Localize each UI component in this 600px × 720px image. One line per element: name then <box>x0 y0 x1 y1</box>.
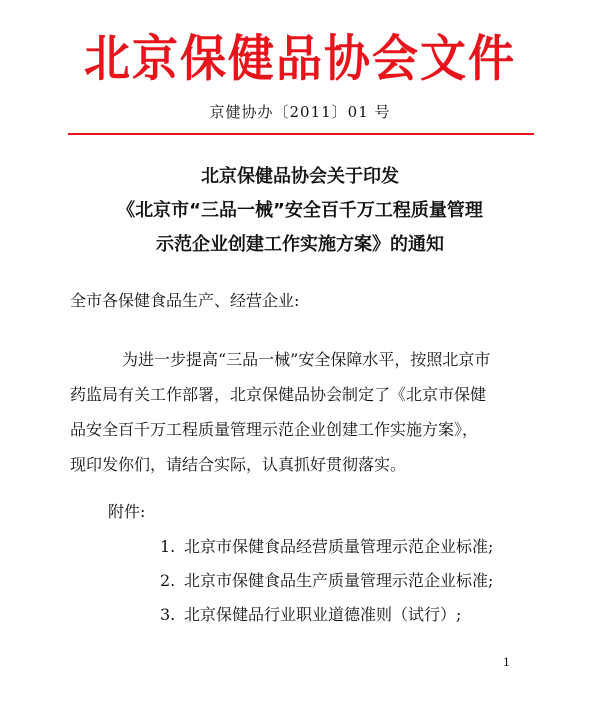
attachment-number: 2. <box>160 571 176 590</box>
attachment-text: 北京市保健食品生产质量管理示范企业标准; <box>184 571 494 590</box>
salutation: 全市各保健食品生产、经营企业: <box>70 291 300 310</box>
attachment-number: 1. <box>160 537 176 556</box>
body-paragraph <box>70 342 540 482</box>
org-header-title: 北京保健品协会文件 <box>84 28 516 88</box>
attachments-label: 附件: <box>108 502 146 521</box>
body-line: 为进一步提高“三品一械”安全保障水平，按照北京市 <box>122 350 491 369</box>
notice-title-line: 《北京市“三品一械”安全百千万工程质量管理 <box>117 200 483 221</box>
page-number: 1 <box>503 656 510 669</box>
attachment-text: 北京保健品行业职业道德准则（试行）; <box>184 605 462 624</box>
body-line: 品安全百千万工程质量管理示范企业创建工作实施方案》， <box>70 420 479 439</box>
attachment-number: 3. <box>160 605 176 624</box>
notice-title-line: 北京保健品协会关于印发 <box>201 166 399 187</box>
body-line: 药监局有关工作部署，北京保健品协会制定了《北京市保健 <box>70 385 487 404</box>
notice-title <box>0 160 600 262</box>
notice-title-line: 示范企业创建工作实施方案》的通知 <box>156 234 444 255</box>
attachment-item <box>160 598 493 632</box>
document-number: 京健协办〔2011〕01 号 <box>209 103 391 121</box>
attachment-item <box>160 530 493 564</box>
header-divider <box>68 133 534 135</box>
body-line: 现印发你们，请结合实际，认真抓好贯彻落实。 <box>70 455 407 474</box>
attachments-list <box>160 530 493 632</box>
attachment-text: 北京市保健食品经营质量管理示范企业标准; <box>184 537 494 556</box>
attachment-item <box>160 564 493 598</box>
